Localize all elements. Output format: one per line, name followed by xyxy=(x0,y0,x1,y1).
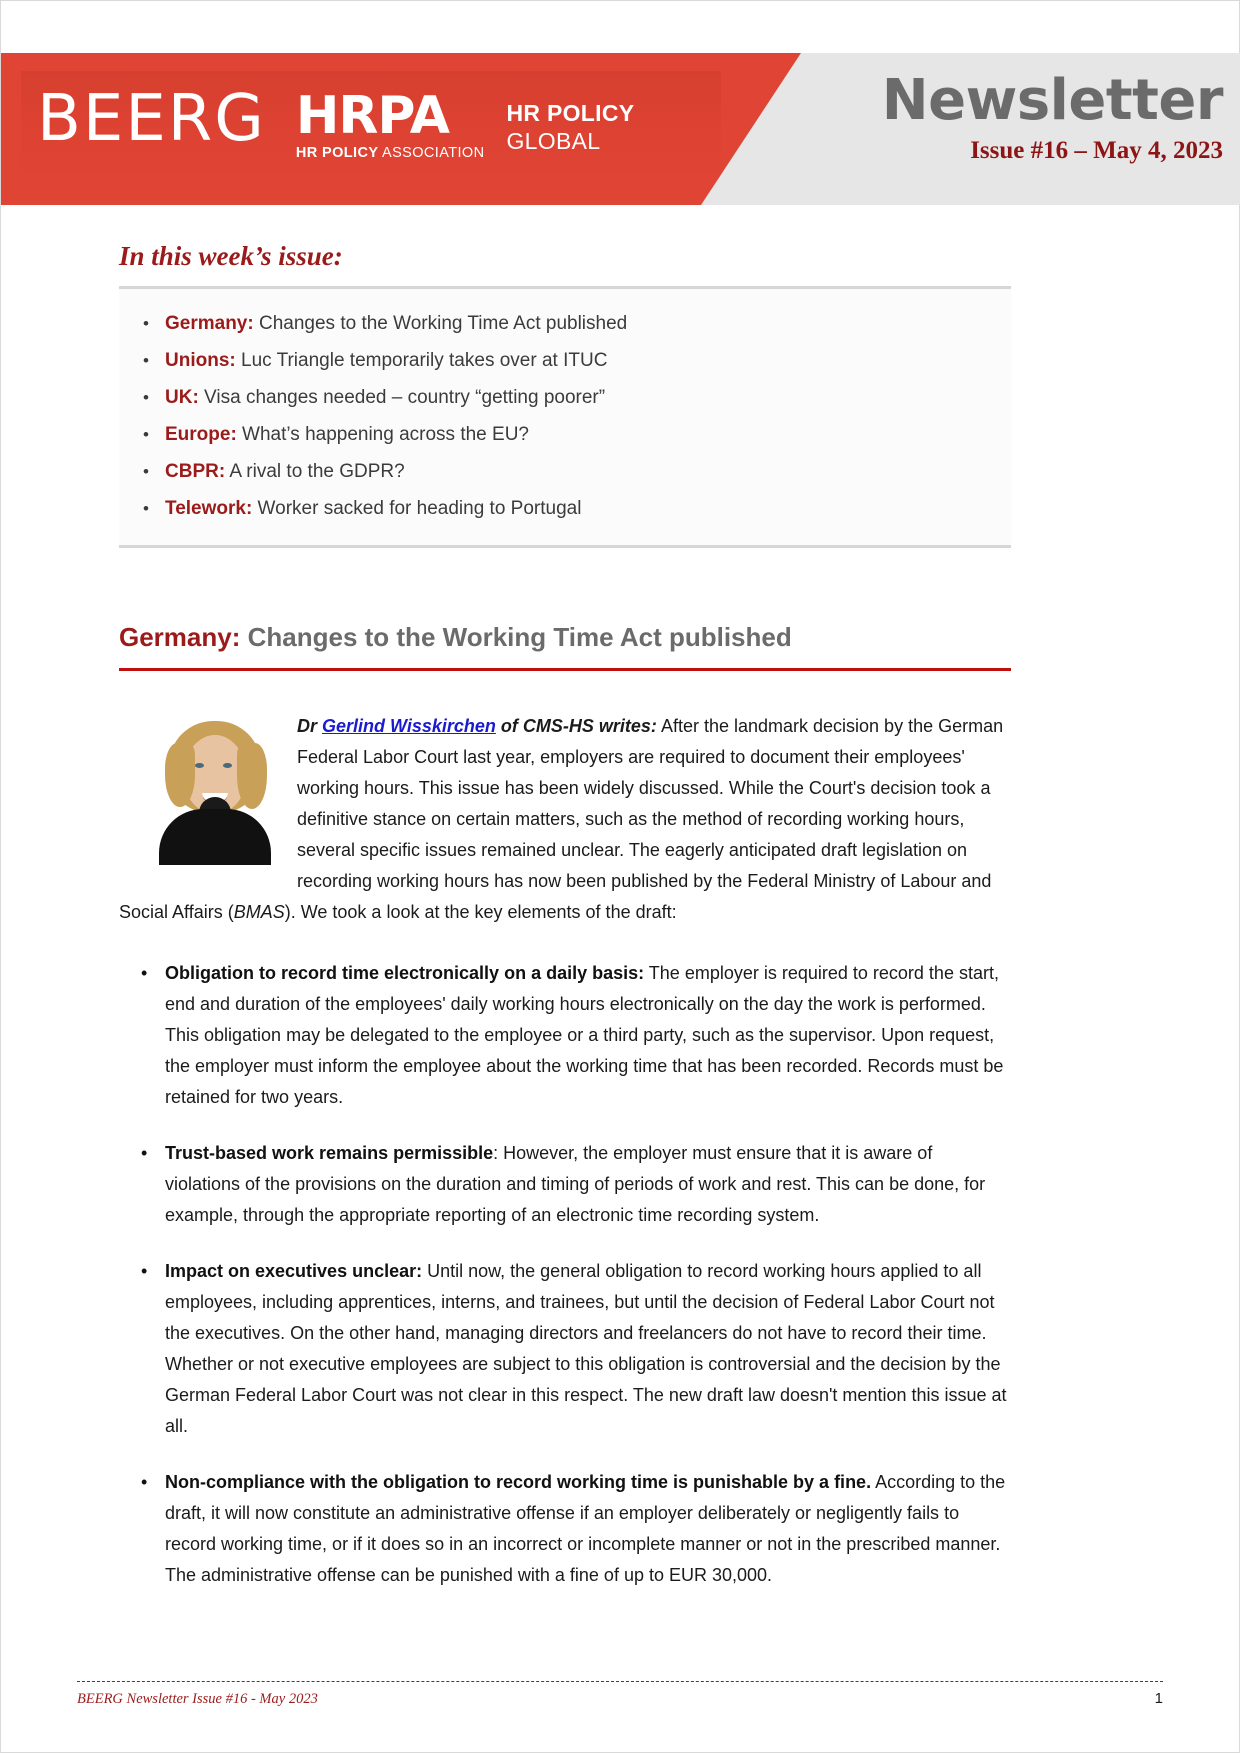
point-lead: Trust-based work remains permissible xyxy=(165,1143,494,1163)
list-item xyxy=(165,958,1011,1113)
toc-box xyxy=(119,286,1011,548)
point-lead: Non-compliance with the obligation to record working time is punishable by a fine. xyxy=(165,1472,872,1492)
list-item xyxy=(165,1467,1011,1591)
beerg-wordmark: BEERG xyxy=(37,82,266,156)
footer-row xyxy=(77,1690,1163,1708)
byline-suffix: of CMS-HS writes: xyxy=(495,716,657,736)
toc-item-tag: Unions: xyxy=(165,350,236,371)
point-text: The employer is required to record the start, end and duration of the employees' daily working hours electronically on the day the work is performed. This obligation may be delegated to the employee or a third party, such as the supervisor. Upon request, the employer must inform the employee about the working time that has been recorded. Records must be retained for two years. xyxy=(165,963,1004,1107)
list-item[interactable] xyxy=(165,305,1011,342)
intro-text-part1: After the landmark decision by the German Federal Labor Court last year, employers are required to document their employees' working hours. This issue has been widely discussed. While the Court's decision took a definitive stance on certain matters, such as the method of recording working hours, several specific issues remained unclear. The eagerly anticipated draft legislation on recording working hours has now been published by the Federal Ministry of Labour and Social Affairs ( xyxy=(119,716,1004,922)
masthead-banner xyxy=(1,53,1240,205)
hr-policy-global-logo xyxy=(506,99,634,155)
toc-item-tag: UK: xyxy=(165,387,199,408)
list-item[interactable] xyxy=(165,416,1011,453)
content-column xyxy=(119,241,1011,1616)
toc-item-text: Changes to the Working Time Act published xyxy=(253,313,628,334)
hrpa-tagline-light: ASSOCIATION xyxy=(378,145,485,161)
toc-item-text: A rival to the GDPR? xyxy=(225,461,405,482)
list-item[interactable] xyxy=(165,342,1011,379)
article-heading-tag: Germany: xyxy=(119,622,241,652)
intro-text-part2: ). We took a look at the key elements of the draft: xyxy=(284,902,677,922)
toc-item-tag: Europe: xyxy=(165,424,237,445)
page-number: 1 xyxy=(1154,1690,1163,1707)
point-text: : However, the employer must ensure that it is aware of violations of the provisions on the duration and timing of periods of work and rest. This can be done, for example, through the appropriate reporting of an electronic time recording system. xyxy=(165,1143,986,1225)
newsletter-title: Newsletter xyxy=(881,68,1223,133)
list-item[interactable] xyxy=(165,379,1011,416)
article-heading xyxy=(119,620,1011,654)
list-item xyxy=(165,1256,1011,1442)
portrait-torso xyxy=(159,809,271,865)
toc-item-tag: Telework: xyxy=(165,498,253,519)
footer-divider xyxy=(77,1681,1163,1682)
article-heading-rest: Changes to the Working Time Act published xyxy=(240,622,792,652)
avatar xyxy=(155,715,275,865)
article-points-list xyxy=(119,958,1011,1591)
hrpa-logo xyxy=(295,86,485,161)
portrait-eye-right xyxy=(223,763,232,768)
toc-item-tag: CBPR: xyxy=(165,461,226,482)
author-link[interactable]: Gerlind Wisskirchen xyxy=(322,716,496,736)
point-lead: Obligation to record time electronically on a daily basis: xyxy=(165,963,645,983)
point-text: Until now, the general obligation to record working hours applied to all employees, including apprentices, interns, and trainees, but until the decision of Federal Labor Court not the executives. On the other hand, managing directors and freelancers do not have to record their time. Whether or not executive employees are subject to this obligation is controversial and the decision by the German Federal Labor Court was not clear in this respect. The new draft law doesn't mention this issue at all. xyxy=(165,1261,1007,1436)
toc-item-text: Worker sacked for heading to Portugal xyxy=(252,498,582,519)
list-item xyxy=(165,1138,1011,1231)
toc-item-text: What’s happening across the EU? xyxy=(236,424,529,445)
hrpa-tagline xyxy=(296,145,485,161)
point-text: According to the draft, it will now constitute an administrative offense if an employer deliberately or negligently fails to record working time, or if it does so in an incorrect or incomplete manner or not in the prescribed manner. The administrative offense can be punished with a fine of up to EUR 30,000. xyxy=(165,1472,1006,1585)
footer-label: BEERG Newsletter Issue #16 - May 2023 xyxy=(77,1691,318,1707)
page-footer xyxy=(77,1681,1163,1708)
hrpa-tagline-bold: HR POLICY xyxy=(295,145,379,161)
portrait-eye-left xyxy=(195,763,204,768)
hr-policy-global-line2: GLOBAL xyxy=(506,128,601,154)
brand-lockup xyxy=(37,83,634,161)
hrpa-wordmark: HRPA xyxy=(295,86,449,146)
list-item[interactable] xyxy=(165,490,1011,527)
article-intro xyxy=(119,711,1011,928)
toc-item-text: Visa changes needed – country “getting poorer” xyxy=(198,387,606,408)
masthead-title-block xyxy=(823,69,1223,165)
toc-item-text: Luc Triangle temporarily takes over at ITUC xyxy=(235,350,608,371)
hr-policy-global-line1: HR POLICY xyxy=(506,100,635,126)
issue-label: Issue #16 – May 4, 2023 xyxy=(970,137,1223,164)
toc-list xyxy=(119,305,1011,527)
intro-acronym: BMAS xyxy=(233,902,285,922)
byline-prefix: Dr xyxy=(297,716,323,736)
list-item[interactable] xyxy=(165,453,1011,490)
article-divider xyxy=(119,668,1011,671)
article-germany xyxy=(119,620,1011,1591)
portrait-hair-left xyxy=(165,743,195,807)
portrait-hair-right xyxy=(237,743,267,809)
toc-title: In this week’s issue: xyxy=(119,241,343,271)
point-lead: Impact on executives unclear: xyxy=(165,1261,423,1281)
toc-item-tag: Germany: xyxy=(165,313,254,334)
